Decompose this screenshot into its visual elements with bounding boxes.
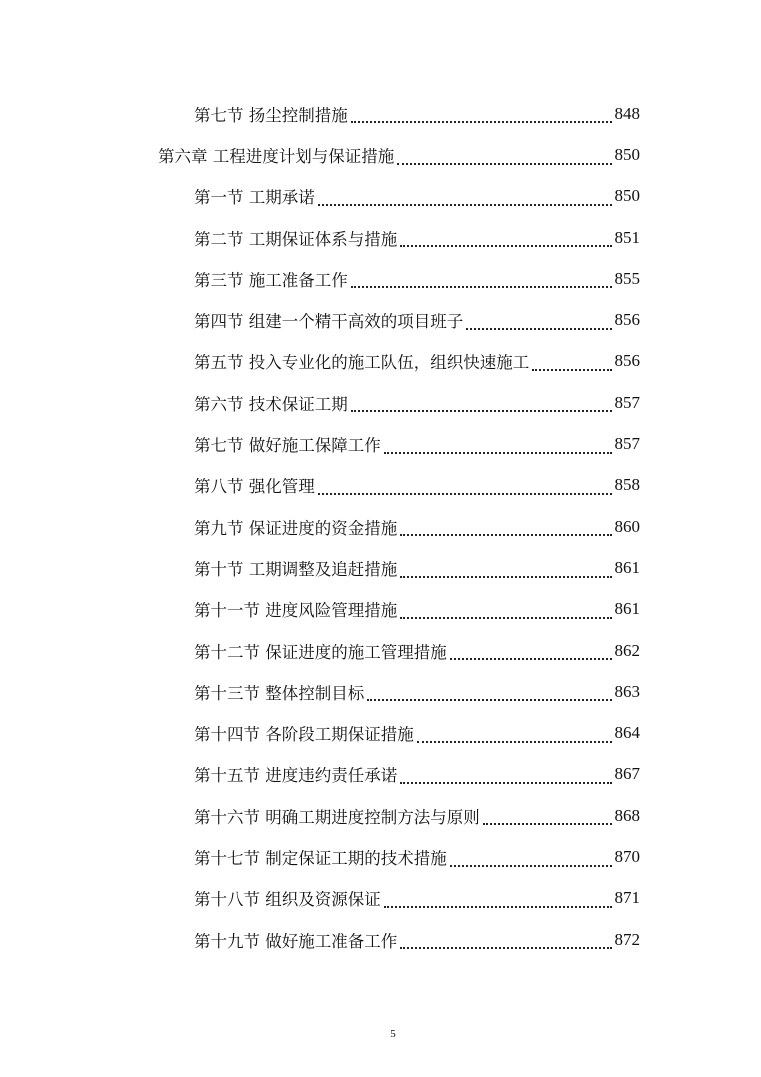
dot-leader: [318, 473, 612, 495]
dot-leader: [400, 597, 611, 619]
dot-leader: [400, 927, 611, 949]
toc-entry[interactable]: [0, 836, 640, 877]
toc-entry-label: 第十一节 进度风险管理措施: [194, 601, 398, 621]
toc-entry-label: 第十五节 进度违约责任承诺: [194, 766, 398, 786]
toc-entry[interactable]: [0, 630, 640, 671]
toc-entry-label: 第十六节 明确工期进度控制方法与原则: [194, 807, 480, 827]
table-of-contents: [0, 93, 761, 960]
toc-entry[interactable]: [0, 712, 640, 753]
toc-entry-page: 863: [614, 681, 640, 701]
toc-entry-page: 861: [614, 599, 640, 619]
toc-entry-label: 第五节 投入专业化的施工队伍，组织快速施工: [194, 353, 530, 373]
toc-entry-page: 872: [614, 929, 640, 949]
toc-entry-label: 第十九节 做好施工准备工作: [194, 931, 398, 951]
toc-entry-label: 第十八节 组织及资源保证: [194, 890, 381, 910]
toc-entry-page: 848: [614, 103, 640, 123]
dot-leader: [483, 803, 612, 825]
toc-entry-page: 850: [614, 144, 640, 164]
toc-entry-label: 第八节 强化管理: [194, 477, 315, 497]
dot-leader: [397, 143, 611, 165]
toc-entry[interactable]: [0, 878, 640, 919]
toc-entry[interactable]: [0, 93, 640, 134]
toc-entry-page: 861: [614, 557, 640, 577]
dot-leader: [400, 225, 611, 247]
toc-entry[interactable]: [0, 341, 640, 382]
dot-leader: [351, 101, 612, 123]
dot-leader: [450, 845, 612, 867]
dot-leader: [466, 308, 611, 330]
toc-entry[interactable]: [0, 671, 640, 712]
dot-leader: [384, 886, 612, 908]
toc-entry-label: 第四节 组建一个精干高效的项目班子: [194, 312, 464, 332]
toc-entry[interactable]: [0, 547, 640, 588]
page-number: 5: [390, 1028, 396, 1040]
toc-entry-page: 871: [614, 888, 640, 908]
dot-leader: [384, 432, 612, 454]
toc-entry[interactable]: [0, 754, 640, 795]
toc-entry-label: 第六节 技术保证工期: [194, 394, 348, 414]
toc-entry-page: 855: [614, 268, 640, 288]
dot-leader: [400, 514, 611, 536]
toc-entry-label: 第十四节 各阶段工期保证措施: [194, 725, 414, 745]
toc-entry-label: 第一节 工期承诺: [194, 188, 315, 208]
toc-entry[interactable]: [0, 919, 640, 960]
toc-entry-page: 867: [614, 764, 640, 784]
toc-entry-page: 851: [614, 227, 640, 247]
toc-entry-page: 860: [614, 516, 640, 536]
dot-leader: [417, 721, 612, 743]
toc-entry-label: 第十二节 保证进度的施工管理措施: [194, 642, 447, 662]
toc-entry-label: 第二节 工期保证体系与措施: [194, 229, 398, 249]
toc-entry[interactable]: [0, 176, 640, 217]
toc-entry-page: 868: [614, 805, 640, 825]
dot-leader: [400, 556, 611, 578]
toc-entry[interactable]: [0, 258, 640, 299]
toc-entry[interactable]: [0, 299, 640, 340]
dot-leader: [318, 184, 612, 206]
dot-leader: [450, 638, 612, 660]
toc-entry-label: 第九节 保证进度的资金措施: [194, 518, 398, 538]
dot-leader: [367, 679, 611, 701]
toc-entry-page: 857: [614, 434, 640, 454]
toc-entry[interactable]: [0, 589, 640, 630]
toc-entry-page: 857: [614, 392, 640, 412]
toc-entry-page: 858: [614, 475, 640, 495]
toc-entry-page: 864: [614, 723, 640, 743]
toc-entry-page: 862: [614, 640, 640, 660]
toc-entry[interactable]: [0, 217, 640, 258]
dot-leader: [532, 349, 611, 371]
toc-entry-page: 850: [614, 186, 640, 206]
toc-entry[interactable]: [0, 795, 640, 836]
toc-entry-label: 第六章 工程进度计划与保证措施: [158, 146, 395, 166]
toc-entry[interactable]: [0, 382, 640, 423]
toc-entry-label: 第七节 做好施工保障工作: [194, 436, 381, 456]
toc-entry[interactable]: [0, 423, 640, 464]
dot-leader: [400, 762, 611, 784]
toc-entry[interactable]: [0, 506, 640, 547]
toc-chapter-entry[interactable]: [0, 134, 640, 175]
toc-entry-label: 第十七节 制定保证工期的技术措施: [194, 848, 447, 868]
toc-entry-page: 856: [614, 351, 640, 371]
toc-entry-label: 第三节 施工准备工作: [194, 270, 348, 290]
toc-entry-label: 第十三节 整体控制目标: [194, 683, 365, 703]
toc-entry-label: 第十节 工期调整及追赶措施: [194, 559, 398, 579]
dot-leader: [351, 266, 612, 288]
toc-entry[interactable]: [0, 465, 640, 506]
toc-entry-label: 第七节 扬尘控制措施: [194, 105, 348, 125]
toc-entry-page: 856: [614, 310, 640, 330]
dot-leader: [351, 390, 612, 412]
toc-entry-page: 870: [614, 846, 640, 866]
